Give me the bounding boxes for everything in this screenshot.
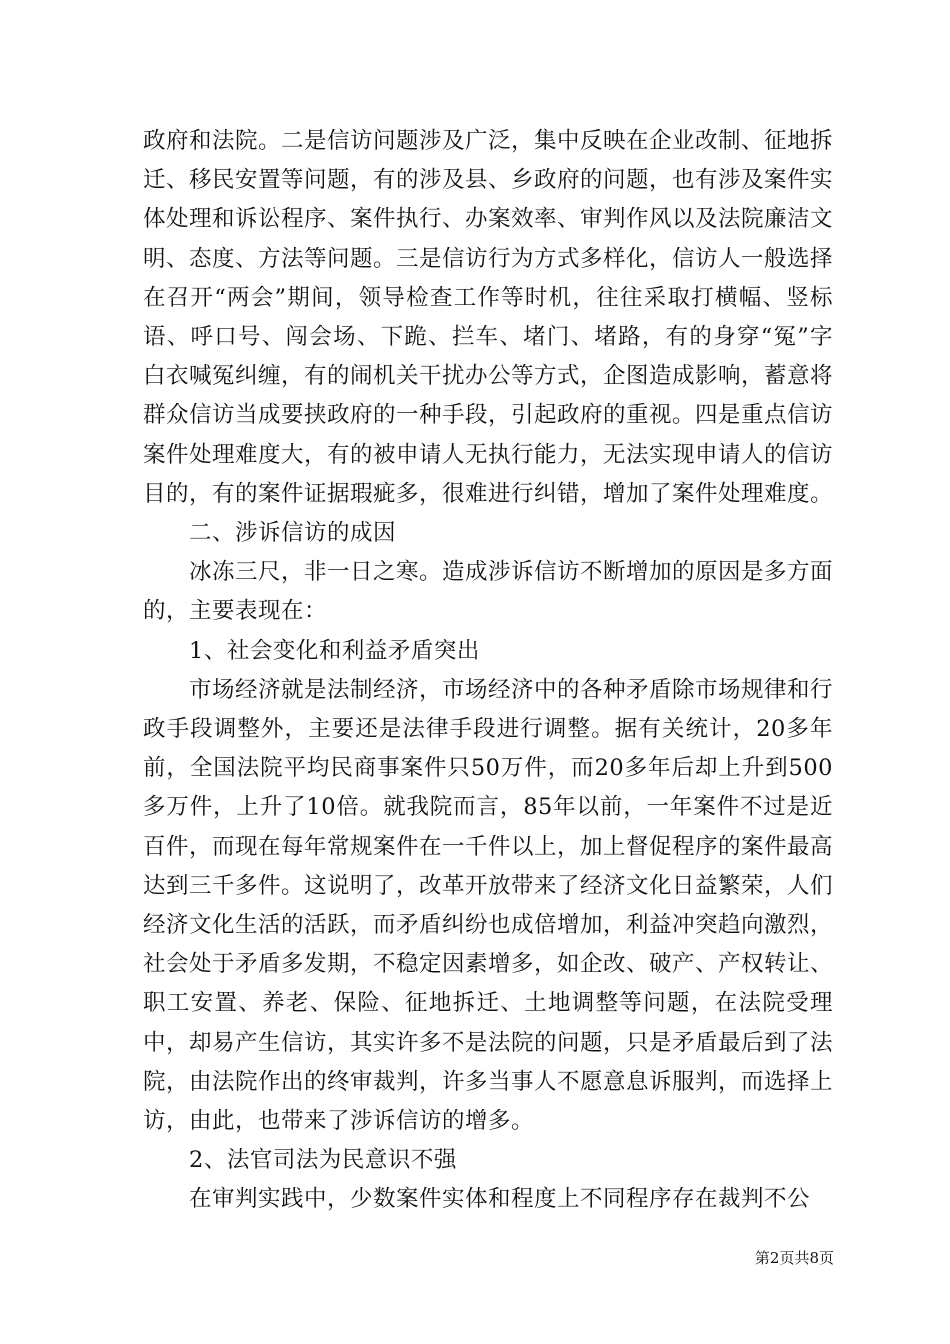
paragraph-continuation: 政府和法院。二是信访问题涉及广泛，集中反映在企业改制、征地拆迁、移民安置等问题，有的涉及县、乡政府的问题，也有涉及案件实体处理和诉讼程序、案件执行、办案效率、审判作风以及法院廉洁文明、态度、方法等问题。三是信访行为方式多样化，信访人一般选择在召开“两会”期间，领导检查工作等时机，往往采取打横幅、竖标语、呼口号、闯会场、下跪、拦车、堵门、堵路，有的身穿“冤”字白衣喊冤纠缠，有的闹机关干扰办公等方式，企图造成影响，蓄意将群众信访当成要挟政府的一种手段，引起政府的重视。四是重点信访案件处理难度大，有的被申请人无执行能力，无法实现申请人的信访目的，有的案件证据瑕疵多，很难进行纠错，增加了案件处理难度。 — [143, 128, 834, 507]
paragraph-trial-practice: 在审判实践中，少数案件实体和程度上不同程序存在裁判不公 — [189, 1186, 811, 1213]
subheading-social-change: 1、社会变化和利益矛盾突出 — [189, 637, 480, 664]
subheading-judicial-awareness: 2、法官司法为民意识不强 — [189, 1147, 457, 1174]
paragraph-market-economy: 市场经济就是法制经济，市场经济中的各种矛盾除市场规律和行政手段调整外，主要还是法律手段进行调整。据有关统计，20多年前，全国法院平均民商事案件只50万件，而20多年后却上升到500多万件，上升了10倍。就我院而言，85年以前，一年案件不过是近百件，而现在每年常规案件在一千件以上，加上督促程序的案件最高达到三千多件。这说明了，改革开放带来了经济文化日益繁荣，人们经济文化生活的活跃，而矛盾纠纷也成倍增加，利益冲突趋向激烈，社会处于矛盾多发期，不稳定因素增多，如企改、破产、产权转让、职工安置、养老、保险、征地拆迁、土地调整等问题，在法院受理中，却易产生信访，其实许多不是法院的问题，只是矛盾最后到了法院，由法院作出的终审裁判，许多当事人不愿意息诉服判，而选择上访，由此，也带来了涉诉信访的增多。 — [143, 676, 834, 1135]
page-number: 第2页共8页 — [754, 1249, 834, 1267]
section-heading-causes: 二、涉诉信访的成因 — [189, 520, 397, 547]
document-body — [143, 122, 833, 1220]
paragraph-intro-causes: 冰冻三尺，非一日之寒。造成涉诉信访不断增加的原因是多方面的，主要表现在： — [143, 559, 834, 625]
